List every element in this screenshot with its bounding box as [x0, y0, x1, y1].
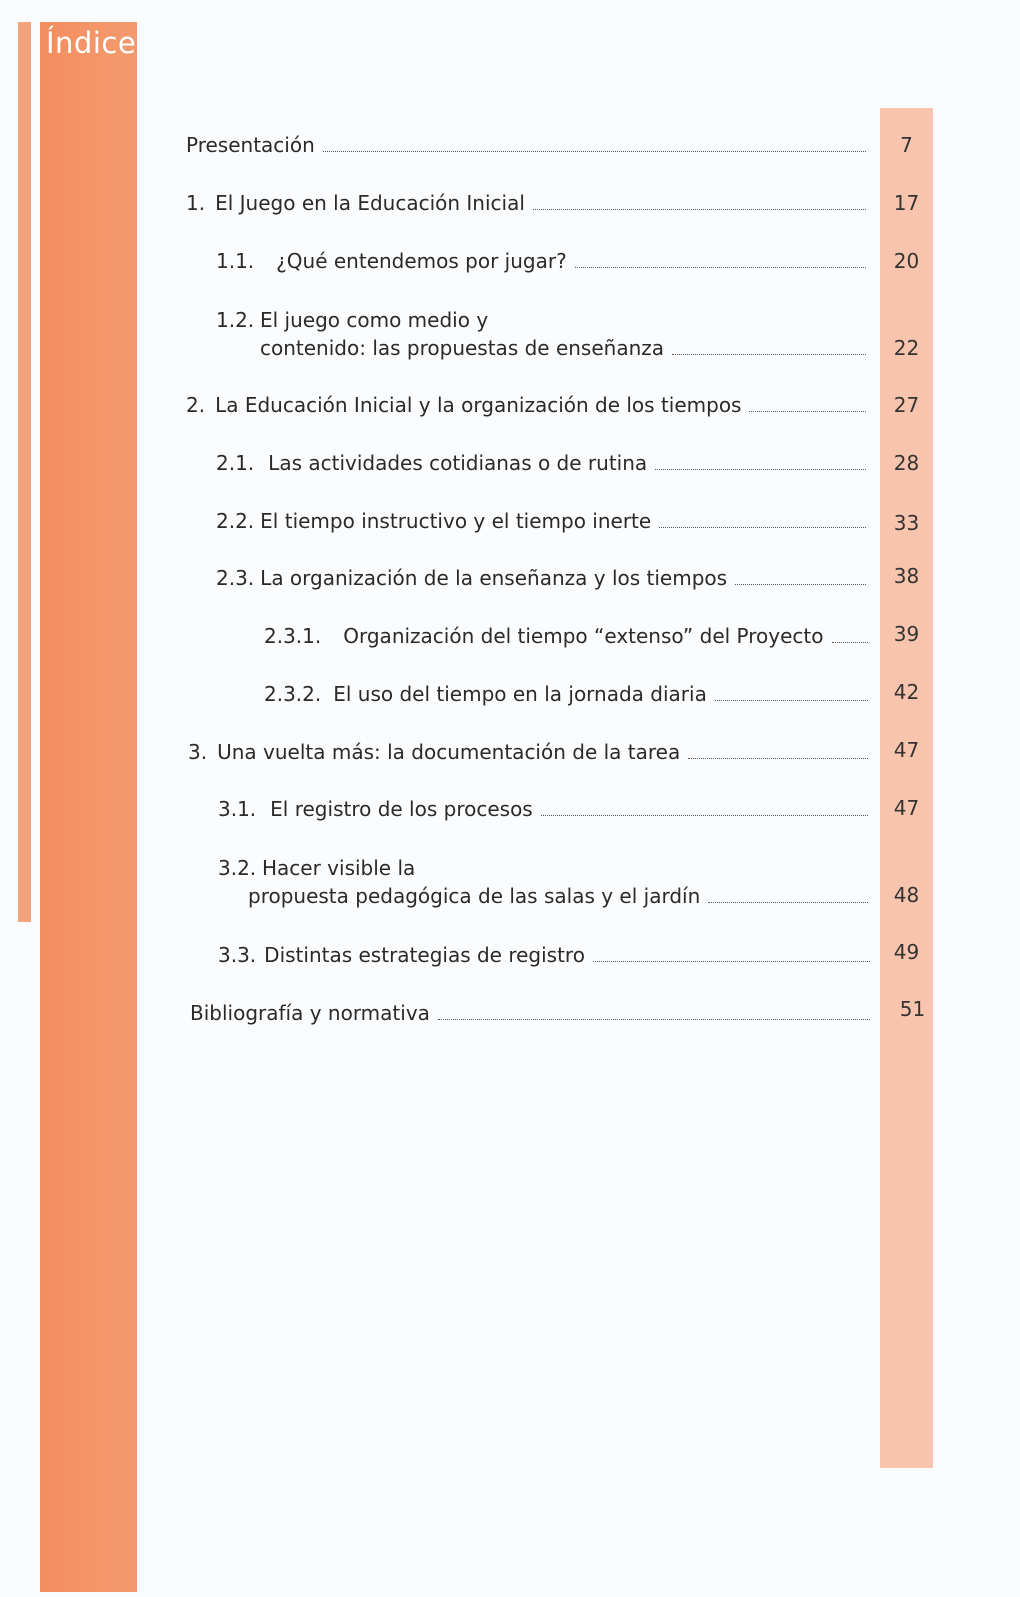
dot-leader: [323, 151, 866, 152]
dot-leader: [659, 527, 866, 528]
toc-number: 3.: [188, 740, 208, 764]
toc-label: Las actividades cotidianas o de rutina: [268, 451, 648, 475]
dot-leader: [672, 354, 866, 355]
toc-page-number: 49: [893, 940, 920, 964]
toc-label: El registro de los procesos: [270, 797, 533, 821]
toc-entry[interactable]: [188, 740, 868, 764]
page-title: Índice: [46, 26, 137, 60]
toc-label-line1: Hacer visible la: [262, 856, 416, 880]
toc-number: 2.3.2.: [264, 682, 322, 706]
toc-entry[interactable]: [186, 191, 866, 215]
toc-label: El uso del tiempo en la jornada diaria: [333, 682, 707, 706]
dot-leader: [533, 209, 866, 210]
dot-leader: [655, 469, 866, 470]
toc-label: Distintas estrategias de registro: [264, 943, 585, 967]
toc-entry[interactable]: [218, 856, 868, 908]
toc-page-number: 27: [893, 393, 920, 417]
toc-entry[interactable]: [190, 1001, 870, 1025]
toc-number: 3.1.: [218, 797, 257, 821]
toc-entry[interactable]: [218, 797, 868, 821]
toc-label: Una vuelta más: la documentación de la tarea: [217, 740, 681, 764]
toc-number: 1.: [186, 191, 206, 215]
toc-label: Bibliografía y normativa: [190, 1001, 430, 1025]
toc-entry[interactable]: [216, 451, 866, 475]
toc-page-number: 39: [893, 622, 920, 646]
dot-leader: [438, 1019, 870, 1020]
dot-leader: [735, 584, 866, 585]
toc-page-number: 47: [893, 738, 920, 762]
toc-page-number: 33: [893, 511, 920, 535]
toc-page-number: 17: [893, 191, 920, 215]
toc-label: El Juego en la Educación Inicial: [215, 191, 525, 215]
toc-number: 3.2.: [218, 856, 257, 880]
toc-number: 3.3.: [218, 943, 257, 967]
page-number-column: [880, 108, 933, 1468]
toc-label: El tiempo instructivo y el tiempo inerte: [260, 509, 652, 533]
decorative-thin-bar: [18, 22, 31, 922]
toc-entry[interactable]: [218, 943, 870, 967]
dot-leader: [541, 815, 868, 816]
toc-number: 1.1.: [216, 249, 255, 273]
toc-label: ¿Qué entendemos por jugar?: [276, 249, 567, 273]
dot-leader: [688, 758, 868, 759]
toc-page-number: 7: [900, 133, 913, 157]
toc-label: La organización de la enseñanza y los tiempos: [260, 566, 728, 590]
toc-page-number: 20: [893, 249, 920, 273]
toc-page-number: 22: [893, 336, 920, 360]
decorative-side-bar: [40, 22, 137, 1592]
toc-label: contenido: las propuestas de enseñanza: [260, 336, 665, 360]
toc-number: 2.1.: [216, 451, 255, 475]
toc-page-number: 47: [893, 796, 920, 820]
toc-page-number: 48: [893, 883, 920, 907]
toc-number: 2.: [186, 393, 206, 417]
toc-entry[interactable]: [264, 682, 868, 706]
toc-number: 2.3.: [216, 566, 255, 590]
dot-leader: [749, 411, 866, 412]
toc-entry[interactable]: [216, 566, 866, 590]
toc-label-line1: El juego como medio y: [260, 308, 489, 332]
toc-entry[interactable]: [216, 509, 866, 533]
toc-entry[interactable]: [186, 393, 866, 417]
toc-entry[interactable]: [216, 308, 866, 360]
toc-entry[interactable]: [216, 249, 866, 273]
toc-entry[interactable]: [186, 133, 866, 157]
toc-entry[interactable]: [264, 624, 868, 648]
dot-leader: [593, 961, 870, 962]
toc-page-number: 38: [893, 564, 920, 588]
toc-page-number: 51: [899, 997, 926, 1021]
toc-label: Presentación: [186, 133, 315, 157]
dot-leader: [832, 642, 868, 643]
toc-number: 1.2.: [216, 308, 255, 332]
dot-leader: [708, 902, 868, 903]
toc-label: La Educación Inicial y la organización de los tiempos: [215, 393, 742, 417]
dot-leader: [715, 700, 868, 701]
toc-label: propuesta pedagógica de las salas y el jardín: [248, 884, 701, 908]
dot-leader: [575, 267, 866, 268]
toc-number: 2.3.1.: [264, 624, 322, 648]
toc-number: 2.2.: [216, 509, 255, 533]
toc-page-number: 42: [893, 680, 920, 704]
toc-label: Organización del tiempo “extenso” del Proyecto: [343, 624, 824, 648]
toc-page-number: 28: [893, 451, 920, 475]
